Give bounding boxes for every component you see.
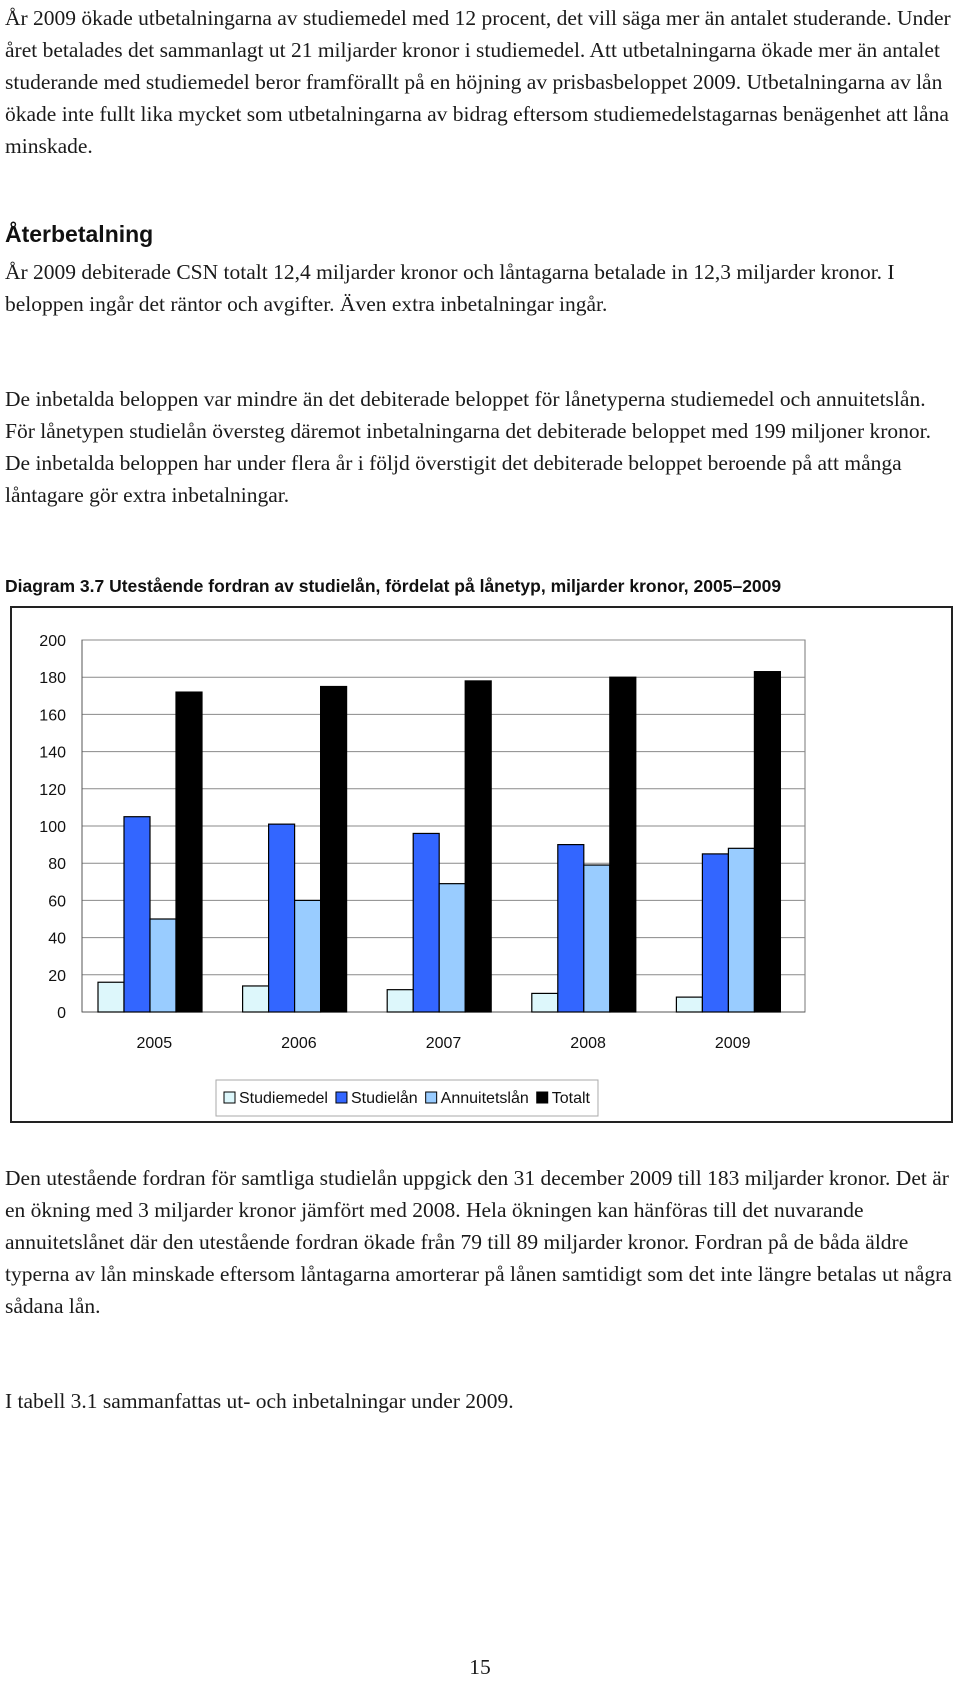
bar-annuitetslån: [728, 848, 754, 1012]
bar-totalt: [610, 677, 636, 1012]
bar-studielån: [413, 833, 439, 1012]
outstanding-paragraph: Den utestående fordran för samtliga studielån uppgick den 31 december 2009 till 183 miljarder kronor. Det är en ökning med 3 miljarder kronor jämfört med 2008. Hela ökningen kan hänföras till det nuvarande annuitetslånet där den utestående fordran ökade från 79 till 89 miljarder kronor. Fordran på de båda äldre typerna av lån minskade eftersom låntagarna amorterar på lånen samtidigt som det inte längre betalas ut några sådana lån.: [5, 1166, 952, 1318]
bar-annuitetslån: [439, 884, 465, 1012]
bar-annuitetslån: [150, 919, 176, 1012]
bar-studielån: [702, 854, 728, 1012]
bar-studiemedel: [532, 993, 558, 1012]
y-tick-label: 100: [39, 819, 66, 836]
legend-label: Totalt: [551, 1090, 590, 1107]
y-tick-label: 200: [39, 633, 66, 650]
y-tick-label: 20: [48, 967, 66, 985]
x-tick-label: 2007: [425, 1035, 462, 1052]
bar-totalt: [176, 692, 202, 1012]
bar-studiemedel: [387, 990, 413, 1012]
bar-totalt: [465, 681, 491, 1012]
y-tick-label: 40: [48, 930, 66, 948]
x-tick-label: 2009: [714, 1035, 751, 1052]
summary-paragraph: I tabell 3.1 sammanfattas ut- och inbetalningar under 2009.: [5, 1389, 514, 1413]
y-tick-label: 140: [39, 744, 66, 762]
chart-caption: Diagram 3.7 Utestående fordran av studielån, fördelat på lånetyp, miljarder kronor, 2005–2009: [5, 576, 782, 596]
y-tick-label: 120: [39, 781, 66, 799]
bar-annuitetslån: [295, 900, 321, 1012]
chart-frame: [10, 606, 953, 1123]
legend-label: Studiemedel: [239, 1090, 328, 1107]
bar-studiemedel: [98, 982, 124, 1012]
bar-studielån: [558, 845, 584, 1012]
y-tick-label: 80: [48, 856, 66, 874]
x-tick-label: 2008: [570, 1035, 606, 1052]
bar-totalt: [754, 672, 780, 1012]
y-tick-label: 60: [48, 893, 66, 911]
legend-swatch: [537, 1092, 548, 1103]
repayment-paragraph-2: De inbetalda beloppen var mindre än det debiterade beloppet för lånetyperna studiemedel och annuitetslån. För lånetypen studielån översteg däremot inbetalningarna det debiterade beloppet med 199 miljoner kronor. De inbetalda beloppen har under flera år i följd överstigit det debiterade beloppet beroende på att många låntagare gör extra inbetalningar.: [5, 387, 932, 507]
bar-studiemedel: [676, 997, 702, 1012]
bar-chart: [12, 608, 951, 1121]
legend-label: Studielån: [350, 1090, 418, 1107]
y-tick-label: 160: [39, 707, 66, 725]
bar-studielån: [269, 824, 295, 1012]
bar-studiemedel: [243, 986, 269, 1012]
x-tick-label: 2006: [281, 1035, 317, 1052]
y-tick-label: 0: [57, 1005, 66, 1022]
legend-swatch: [426, 1092, 437, 1103]
section-heading: Återbetalning: [5, 221, 154, 247]
repayment-paragraph-1: År 2009 debiterade CSN totalt 12,4 miljarder kronor och låntagarna betalade in 12,3 miljarder kronor. I beloppen ingår det räntor och avgifter. Även extra inbetalningar ingår.: [5, 260, 895, 316]
bar-totalt: [321, 687, 347, 1013]
bar-studielån: [124, 817, 150, 1012]
bar-annuitetslån: [584, 865, 610, 1012]
legend-swatch: [224, 1092, 235, 1103]
legend-label: Annuitetslån: [440, 1090, 529, 1107]
y-tick-label: 180: [39, 670, 66, 688]
intro-paragraph: År 2009 ökade utbetalningarna av studiemedel med 12 procent, det vill säga mer än antalet studerande. Under året betalades det sammanlagt ut 21 miljarder kronor i studiemedel. Att utbetalningarna ökade mer än antalet studerande med studiemedel beror framförallt på en höjning av prisbasbeloppet 2009. Utbetalningarna av lån ökade inte fullt lika mycket som utbetalningarna av bidrag eftersom studiemedelstagarnas benägenhet att låna minskade.: [5, 6, 951, 158]
page-number: 15: [469, 1655, 491, 1679]
x-tick-label: 2005: [136, 1035, 173, 1052]
legend-swatch: [336, 1092, 347, 1103]
